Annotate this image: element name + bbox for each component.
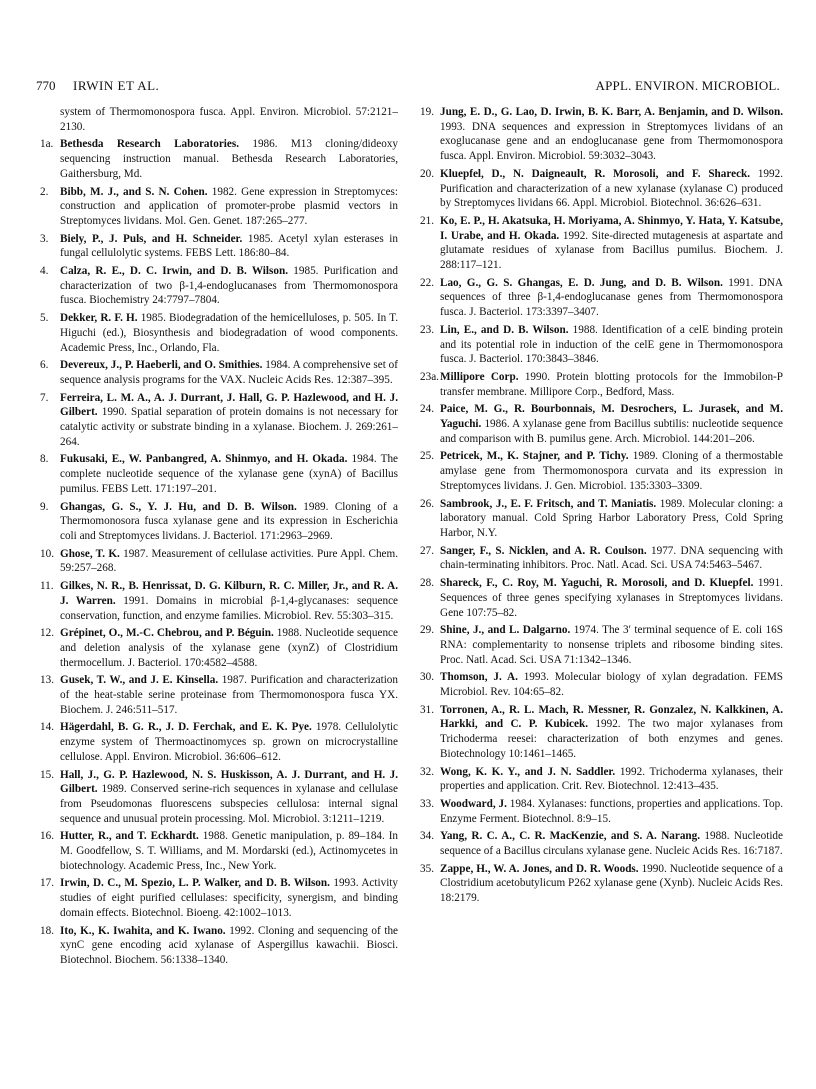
reference-entry [40, 768, 398, 827]
reference-number: 28. [420, 577, 434, 590]
reference-entry [420, 214, 783, 273]
reference-entry [420, 797, 783, 826]
reference-text: 1977. DNA sequencing with chain-terminating inhibitors. Proc. Natl. Acad. Sci. USA 74:5463–5467. [440, 544, 784, 572]
reference-number: 16. [40, 830, 54, 843]
reference-number: 6. [40, 359, 49, 372]
reference-entry [420, 323, 783, 367]
reference-text: 1992. Site-directed mutagenesis at aspartate and glutamate residues of xylanase from Bacillus pumilus. Biochem. J. 288:117–121. [440, 229, 783, 272]
reference-authors: Lin, E., and D. B. Wilson. [440, 323, 569, 336]
reference-authors: Shareck, F., C. Roy, M. Yaguchi, R. Morosoli, and D. Kluepfel. [440, 577, 754, 590]
reference-number: 12. [40, 627, 54, 640]
reference-number: 23a. [420, 370, 439, 383]
reference-text: 1974. The 3′ terminal sequence of E. coli 16S RNA: complementarity to nonsense triplets and ribosome binding sites. Proc. Natl. Acad. Sci. USA 71:1342–1346. [440, 624, 783, 666]
reference-authors: Jung, E. D., G. Lao, D. Irwin, B. K. Barr, A. Benjamin, and D. Wilson. [440, 106, 783, 118]
reference-number: 5. [40, 312, 49, 325]
reference-text: 1989. Cloning of a Thermomonosora fusca xylanase gene and its expression in Escherichia coli and Streptomyces lividans. J. Bacteriol. 171:2963–2969. [60, 500, 399, 542]
reference-text: 1986. M13 cloning/dideoxy sequencing instruction manual. Bethesda Research Laboratories, Gaithersburg, Md. [60, 138, 399, 180]
reference-number: 30. [420, 671, 434, 684]
reference-entry [420, 370, 783, 399]
reference-number: 8. [40, 453, 49, 466]
reference-text: 1989. Conserved serine-rich sequences in xylanase and cellulase from Pseudomonas fluorescens subspecies cellulosa: internal signal sequence and unusual protein processing. Mol. Microbiol. 3:1211–1219. [60, 783, 398, 825]
reference-number: 18. [40, 924, 54, 937]
reference-authors: Petricek, M., K. Stajner, and P. Tichy. [440, 450, 629, 463]
reference-number: 15. [40, 768, 54, 781]
reference-authors: Hall, J., G. P. Hazlewood, N. S. Huskisson, A. J. Durrant, and H. J. Gilbert. [60, 768, 398, 796]
reference-authors: Ghose, T. K. [60, 547, 120, 560]
reference-entry [420, 105, 783, 164]
reference-number: 2. [40, 185, 49, 198]
reference-entry [40, 232, 398, 261]
reference-authors: Dekker, R. F. H. [60, 312, 138, 325]
reference-authors: Lao, G., G. S. Ghangas, E. D. Jung, and D. B. Wilson. [440, 276, 723, 289]
reference-authors: Shine, J., and L. Dalgarno. [440, 624, 571, 637]
reference-authors: Gusek, T. W., and J. E. Kinsella. [60, 674, 219, 687]
reference-text: 1982. Gene expression in Streptomyces: construction and application of promoter-probe plasmid vectors in Streptomyces lividans. Mol. Gen. Genet. 187:265–277. [60, 185, 399, 227]
reference-entry [40, 579, 398, 623]
references-left-column [40, 105, 398, 971]
reference-text: 1991. Domains in microbial β-1,4-glycanases: sequence conservation, function, and enzyme families. Microbiol. Rev. 55:303–315. [60, 594, 398, 622]
reference-authors: Ko, E. P., H. Akatsuka, H. Moriyama, A. Shinmyo, Y. Hata, Y. Katsube, I. Urabe, and H. Okada. [440, 214, 783, 242]
reference-text: 1978. Cellulolytic enzyme system of Thermoactinomyces sp. grown on microcrystalline cellulose. Appl. Environ. Microbiol. 36:606–612. [60, 721, 399, 763]
reference-authors: Ferreira, L. M. A., A. J. Durrant, J. Hall, G. P. Hazlewood, and H. J. Gilbert. [60, 391, 398, 419]
reference-text: 1990. Protein blotting protocols for the Immobilon-P transfer membrane. Millipore Corp., Bedford, Mass. [440, 370, 783, 398]
reference-text: 1988. Nucleotide sequence and deletion analysis of the xylanase gene (xynZ) of Clostridium thermocellum. J. Bacteriol. 170:4582–4588. [60, 627, 398, 669]
reference-authors: Millipore Corp. [440, 370, 519, 383]
reference-text: 1992. Purification and characterization of a new xylanase (xylanase C) produced by Streptomyces lividans 66. Appl. Microbiol. Biotechnol. 36:626–631. [440, 167, 783, 210]
reference-number: 26. [420, 497, 434, 510]
reference-entry [420, 703, 783, 762]
reference-text: 1992. The two major xylanases from Trichoderma reesei: characterization of both enzymes and genes. Biotechnology 10:1461–1465. [440, 718, 783, 760]
reference-entry [40, 547, 398, 576]
reference-authors: Ito, K., K. Iwahita, and K. Iwano. [60, 924, 226, 937]
reference-entry [40, 924, 398, 968]
reference-authors: Bethesda Research Laboratories. [60, 138, 240, 151]
reference-number: 25. [420, 450, 434, 463]
reference-entry [420, 576, 783, 620]
reference-number: 35. [420, 862, 434, 875]
reference-number: 17. [40, 877, 54, 890]
reference-text: system of Thermomonospora fusca. Appl. Environ. Microbiol. 57:2121–2130. [60, 106, 398, 133]
reference-number: 1a. [40, 138, 54, 151]
reference-text: 1987. Measurement of cellulase activities. Pure Appl. Chem. 59:257–268. [60, 547, 399, 575]
reference-text: 1992. Trichoderma xylanases, their properties and application. Crit. Rev. Biotechnol. 12:413–435. [440, 765, 784, 793]
reference-authors: Biely, P., J. Puls, and H. Schneider. [60, 232, 243, 245]
reference-text: 1993. DNA sequences and expression in Streptomyces lividans of an exoglucanase gene and an endoglucanase gene from Thermomonospora fusca. Appl. Environ. Microbiol. 59:3032–3043. [440, 120, 783, 163]
reference-text: 1990. Nucleotide sequence of a Clostridium acetobutylicum P262 xylanase gene (Xynb). Nucleic Acids Res. 18:2179. [440, 862, 784, 905]
reference-entry [40, 829, 398, 873]
reference-number: 24. [420, 403, 434, 416]
reference-text: 1992. Cloning and sequencing of the xynC gene encoding acid xylanase of Aspergillus kawachii. Biosci. Biotechnol. Biochem. 56:1338–1340. [60, 924, 398, 966]
reference-entry [420, 765, 783, 794]
reference-authors: Hägerdahl, B. G. R., J. D. Ferchak, and E. K. Pye. [60, 721, 312, 734]
reference-authors: Thomson, J. A. [440, 671, 518, 684]
reference-text: 1993. Molecular biology of xylan degradation. FEMS Microbiol. Rev. 104:65–82. [440, 671, 783, 699]
reference-entry [40, 720, 398, 764]
reference-text: 1984. Xylanases: functions, properties and applications. Top. Enzyme Ferment. Biotechnol. 8:9–15. [440, 797, 784, 825]
reference-authors: Ghangas, G. S., Y. J. Hu, and D. B. Wilson. [60, 500, 297, 513]
reference-authors: Hutter, R., and T. Eckhardt. [60, 830, 199, 843]
reference-number: 22. [420, 276, 434, 289]
reference-authors: Bibb, M. J., and S. N. Cohen. [60, 185, 208, 198]
page-number: 770 [36, 78, 56, 93]
reference-text: 1991. Sequences of three genes specifying xylanases in Streptomyces lividans. Gene 107:75–82. [440, 577, 783, 619]
reference-text: 1988. Identification of a celE binding protein and its potential role in induction of the celE gene in Thermomonospora fusca. J. Bacteriol. 170:3843–3846. [440, 323, 784, 366]
reference-entry [40, 391, 398, 450]
reference-authors: Irwin, D. C., M. Spezio, L. P. Walker, and D. B. Wilson. [60, 877, 330, 890]
reference-text: 1988. Genetic manipulation, p. 89–184. In M. Goodfellow, S. T. Williams, and M. Mordarski (ed.), Actinomycetes in biotechnology. Academic Press, Inc., New York. [60, 830, 399, 872]
reference-number: 34. [420, 830, 434, 843]
reference-number: 33. [420, 797, 434, 810]
reference-number: 3. [40, 232, 49, 245]
reference-authors: Grépinet, O., M.-C. Chebrou, and P. Béguin. [60, 627, 274, 640]
reference-number: 11. [40, 580, 54, 593]
reference-authors: Devereux, J., P. Haeberli, and O. Smithies. [60, 359, 263, 372]
reference-number: 20. [420, 167, 434, 180]
reference-number: 32. [420, 765, 434, 778]
reference-authors: Paice, M. G., R. Bourbonnais, M. Desrochers, L. Jurasek, and M. Yaguchi. [440, 403, 783, 431]
reference-text: 1986. A xylanase gene from Bacillus subtilis: nucleotide sequence and comparison with B. pumilus gene. Arch. Microbiol. 144:201–206. [440, 418, 784, 445]
reference-entry [40, 105, 398, 134]
reference-number: 14. [40, 721, 54, 734]
reference-entry [420, 402, 783, 446]
journal-name: APPL. ENVIRON. MICROBIOL. [595, 78, 780, 93]
reference-authors: Wong, K. K. Y., and J. N. Saddler. [440, 765, 616, 778]
reference-entry [40, 264, 398, 308]
reference-authors: Calza, R. E., D. C. Irwin, and D. B. Wilson. [60, 265, 288, 278]
reference-entry [40, 876, 398, 920]
reference-text: 1989. Cloning of a thermostable amylase gene from Thermomonospora curvata and its expression in Streptomyces lividans. J. Gen. Microbiol. 135:3303–3309. [440, 450, 784, 492]
reference-entry [420, 497, 783, 541]
reference-entry [420, 544, 783, 573]
reference-authors: Kluepfel, D., N. Daigneault, R. Morosoli, and F. Shareck. [440, 167, 751, 180]
reference-number: 4. [40, 265, 49, 278]
reference-number: 29. [420, 624, 434, 637]
reference-entry [40, 673, 398, 717]
reference-authors: Sanger, F., S. Nicklen, and A. R. Coulson. [440, 544, 647, 557]
reference-text: 1985. Purification and characterization of two β-1,4-endoglucanases from Thermomonospora fusca. Biochemistry 24:7797–7804. [60, 265, 398, 307]
reference-entry [420, 670, 783, 699]
reference-text: 1984. A comprehensive set of sequence analysis programs for the VAX. Nucleic Acids Res. 12:387–395. [60, 359, 398, 386]
running-authors: IRWIN ET AL. [73, 78, 160, 93]
reference-number: 9. [40, 500, 49, 513]
reference-number: 13. [40, 674, 54, 687]
reference-text: 1984. The complete nucleotide sequence of the xylanase gene (xynA) of Bacillus pumilus. FEBS Lett. 171:197–201. [60, 453, 398, 495]
reference-authors: Zappe, H., W. A. Jones, and D. R. Woods. [440, 862, 639, 875]
reference-entry [40, 626, 398, 670]
reference-text: 1989. Molecular cloning: a laboratory manual. Cold Spring Harbor Laboratory Press, Cold Spring Harbor, N.Y. [440, 497, 784, 539]
reference-authors: Gilkes, N. R., B. Henrissat, D. G. Kilburn, R. C. Miller, Jr., and R. A. J. Warren. [60, 580, 398, 607]
reference-text: 1985. Biodegradation of the hemicelluloses, p. 505. In T. Higuchi (ed.), Biosynthesis and biodegradation of wood components. Academic Press, Inc., Orlando, Fla. [60, 312, 398, 354]
reference-entry [420, 167, 783, 211]
references-right-column [420, 105, 783, 909]
reference-entry [40, 185, 398, 229]
reference-entry [420, 449, 783, 493]
reference-text: 1987. Purification and characterization of the heat-stable serine proteinase from Thermomonospora fusca YX. Biochem. J. 246:511–517. [60, 674, 398, 716]
reference-entry [40, 452, 398, 496]
reference-number: 31. [420, 703, 434, 716]
reference-text: 1991. DNA sequences of three β-1,4-endoglucanase genes from Thermomonospora fusca. J. Bacteriol. 173:3397–3407. [440, 276, 783, 319]
reference-authors: Fukusaki, E., W. Panbangred, A. Shinmyo, and H. Okada. [60, 453, 348, 466]
reference-text: 1985. Acetyl xylan esterases in fungal cellulolytic systems. FEBS Lett. 186:80–84. [60, 232, 398, 260]
reference-authors: Torronen, A., R. L. Mach, R. Messner, R. Gonzalez, N. Kalkkinen, A. Harkki, and C. P. Kubicek. [440, 703, 783, 731]
reference-number: 10. [40, 547, 54, 560]
reference-number: 27. [420, 544, 434, 557]
reference-entry [420, 276, 783, 320]
reference-number: 19. [420, 106, 434, 118]
reference-entry [420, 862, 783, 906]
running-header [36, 78, 780, 98]
reference-number: 7. [40, 391, 49, 404]
reference-entry [420, 623, 783, 667]
reference-entry [420, 829, 783, 858]
reference-authors: Sambrook, J., E. F. Fritsch, and T. Maniatis. [440, 497, 657, 510]
reference-text: 1990. Spatial separation of protein domains is not necessary for catalytic activity or substrate binding in a xylanase. Biochem. J. 269:261–264. [60, 406, 399, 448]
reference-text: 1988. Nucleotide sequence of a Bacillus circulans xylanase gene. Nucleic Acids Res. 16:7187. [440, 830, 783, 858]
reference-entry [40, 500, 398, 544]
reference-entry [40, 311, 398, 355]
reference-entry [40, 358, 398, 387]
reference-authors: Yang, R. C. A., C. R. MacKenzie, and S. A. Narang. [440, 830, 701, 843]
reference-text: 1993. Activity studies of eight purified cellulases: specificity, synergism, and binding domain effects. Biotechnol. Bioeng. 42:1002–1013. [60, 877, 398, 919]
reference-number: 21. [420, 214, 434, 227]
reference-entry [40, 137, 398, 181]
reference-authors: Woodward, J. [440, 797, 507, 810]
reference-number: 23. [420, 323, 434, 336]
